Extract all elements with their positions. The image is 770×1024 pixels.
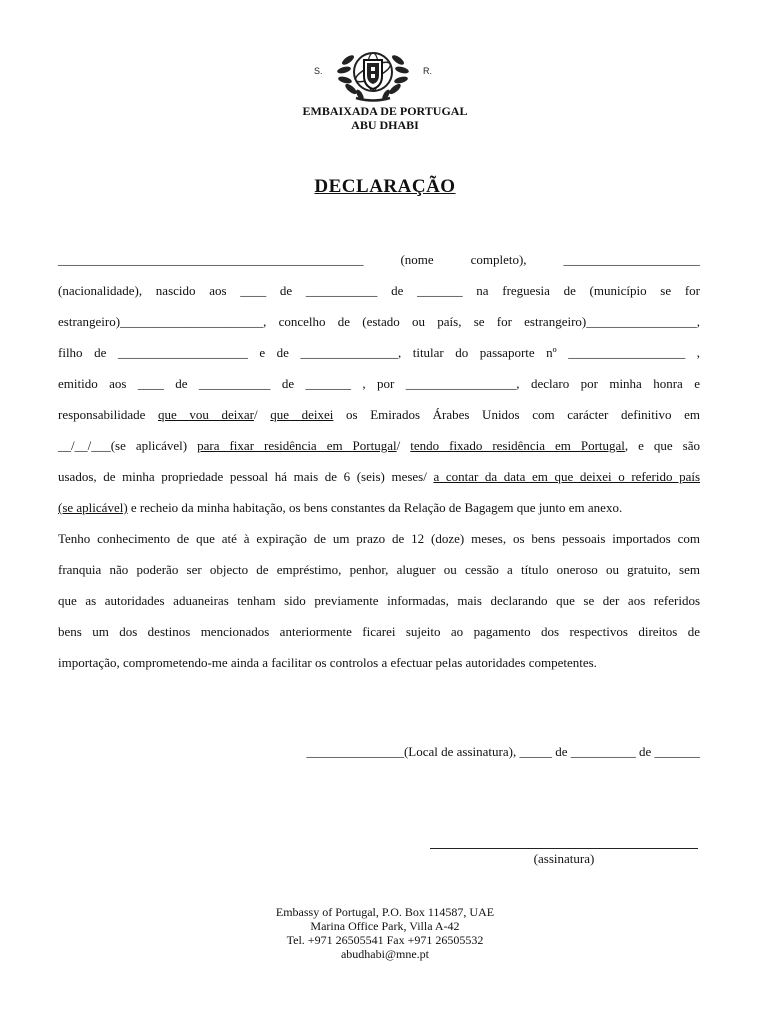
header-letter-r: R. (423, 66, 432, 76)
text-fragment: , e que são (624, 438, 701, 453)
portuguese-coat-of-arms-icon (334, 40, 412, 104)
body-line-13: bens um dos destinos mencionados anteriormente ficarei sujeito ao pagamento dos respectivos direitos de (58, 624, 700, 639)
slash: / (253, 407, 258, 422)
document-title: DECLARAÇÃO (314, 176, 456, 197)
footer-office: Marina Office Park, Villa A-42 (310, 919, 460, 933)
footer-email: abudhabi@mne.pt (340, 947, 430, 961)
text-fragment: os Emirados Árabes Unidos com carácter definitivo em (346, 407, 701, 422)
text-fragment: usados, de minha propriedade pessoal há mais de 6 (seis) meses/ (58, 469, 427, 484)
option-settled-portugal: tendo fixado residência em Portugal (410, 438, 625, 453)
body-line-5: emitido aos ____ de ___________ de _______ , por _________________, declaro por minha honra e (58, 376, 700, 391)
embassy-city: ABU DHABI (351, 118, 419, 132)
body-line-4: filho de ____________________ e de _______________, titular do passaporte nº __________________ , (58, 345, 700, 360)
body-line-2: (nacionalidade), nascido aos ____ de ___________ de _______ na freguesia de (município se for (58, 283, 700, 298)
place-date-line: _______________(Local de assinatura), _____ de __________ de _______ (306, 744, 700, 759)
header-letter-s: S. (314, 66, 323, 76)
body-line-8 (58, 467, 700, 498)
body-line-1: _______________________________________________ (nome completo), _____________________ (58, 252, 700, 267)
option-left: que deixei (270, 407, 334, 422)
embassy-name: EMBAIXADA DE PORTUGAL (302, 104, 468, 118)
signature-label: (assinatura) (533, 851, 595, 866)
option-if-applicable: (se aplicável) (58, 500, 128, 515)
option-from-departure: a contar da data em que deixei o referido país (433, 469, 701, 484)
body-line-6 (58, 405, 700, 436)
body-line-10: Tenho conhecimento de que até à expiração de um prazo de 12 (doze) meses, os bens pessoais importados com (58, 531, 700, 546)
body-line-14: importação, comprometendo-me ainda a facilitar os controlos a efectuar pelas autoridades competentes. (58, 655, 597, 670)
body-line-9 (58, 498, 700, 529)
footer-phone-fax: Tel. +971 26505541 Fax +971 26505532 (286, 933, 484, 947)
body-line-11: franquia não poderão ser objecto de empréstimo, penhor, aluguer ou cessão a título oneroso ou gratuito, sem (58, 562, 700, 577)
text-fragment: e recheio da minha habitação, os bens constantes da Relação de Bagagem que junto em anexo. (130, 500, 623, 515)
date-blank: __/__/___(se aplicável) (58, 438, 188, 453)
text-fragment: responsabilidade (58, 407, 146, 422)
footer-address: Embassy of Portugal, P.O. Box 114587, UAE (275, 905, 495, 919)
option-settle-portugal: para fixar residência em Portugal (197, 438, 397, 453)
declaration-body (58, 250, 700, 684)
signature-rule (430, 848, 698, 849)
slash: / (396, 438, 401, 453)
body-line-3: estrangeiro)______________________, concelho de (estado ou país, se for estrangeiro)_________________, (58, 314, 700, 329)
body-line-7 (58, 436, 700, 467)
body-line-12: que as autoridades aduaneiras tenham sido previamente informadas, mais declarando que se der aos referidos (58, 593, 700, 608)
option-leaving: que vou deixar (158, 407, 254, 422)
